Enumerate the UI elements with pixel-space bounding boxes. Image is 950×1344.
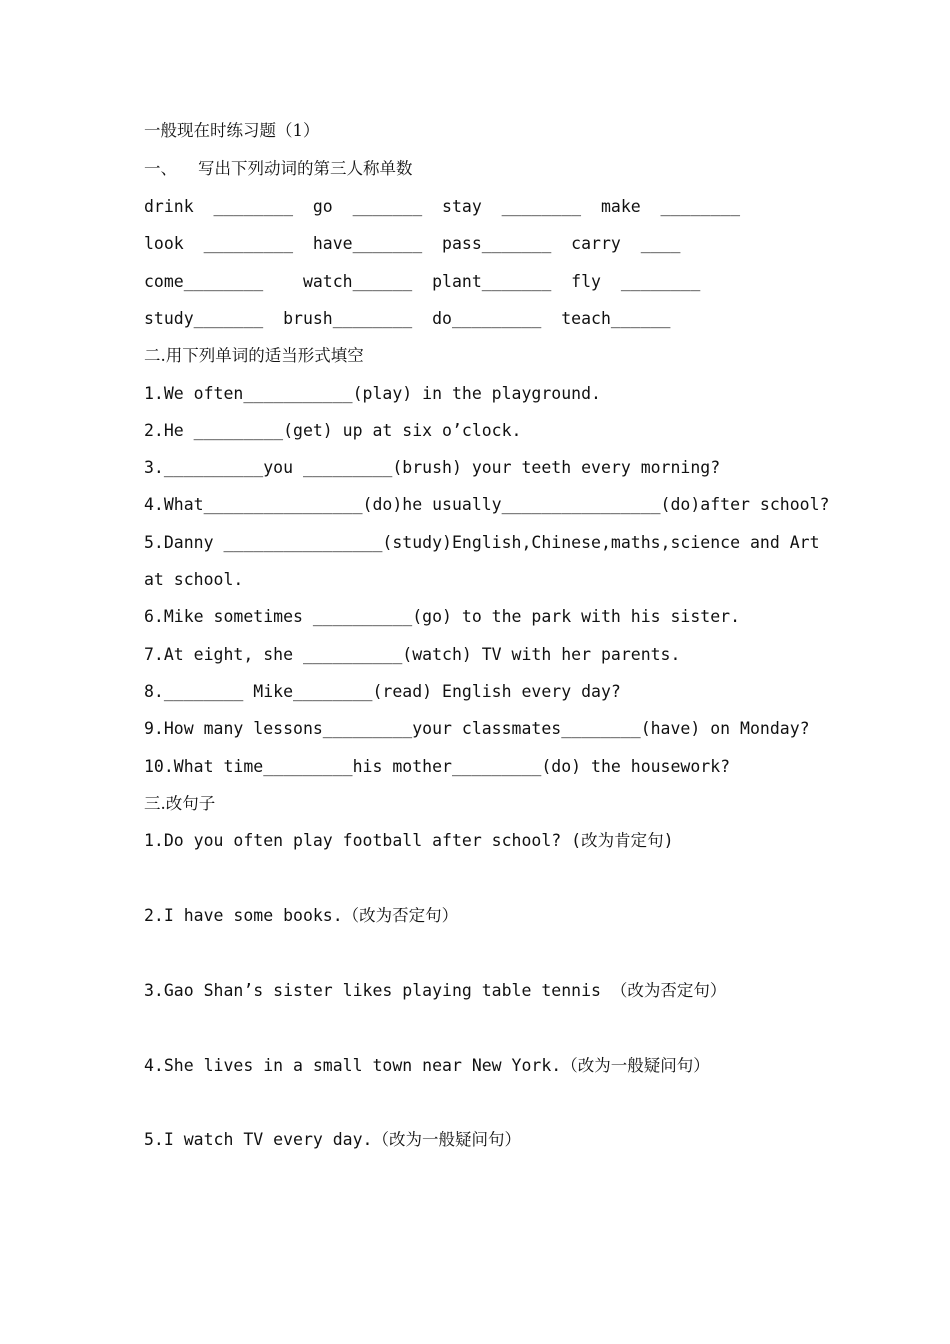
rewrite-item: 2.I have some books.（改为否定句） bbox=[144, 906, 459, 925]
verb-row: come________ watch______ plant_______ fly ________ bbox=[144, 272, 701, 291]
rewrite-item: 1.Do you often play football after school? (改为肯定句) bbox=[144, 831, 674, 850]
rewrite-item: 4.She lives in a small town near New York.（改为一般疑问句） bbox=[144, 1056, 710, 1075]
exercise-item: 1.We often___________(play) in the playground. bbox=[144, 384, 601, 403]
exercise-item: 10.What time_________his mother_________(do) the housework? bbox=[144, 757, 731, 776]
verb-row: drink ________ go _______ stay ________ make ________ bbox=[144, 197, 741, 216]
exercise-item: 6.Mike sometimes __________(go) to the park with his sister. bbox=[144, 607, 741, 626]
exercise-item: 8.________ Mike________(read) English every day? bbox=[144, 682, 621, 701]
page-title: 一般现在时练习题（1） bbox=[144, 121, 320, 140]
exercise-item: 4.What________________(do)he usually________________(do)after school? bbox=[144, 495, 830, 514]
exercise-item: 7.At eight, she __________(watch) TV with her parents. bbox=[144, 645, 681, 664]
exercise-item: 5.Danny ________________(study)English,Chinese,maths,science and Art bbox=[144, 533, 820, 552]
rewrite-item: 3.Gao Shan’s sister likes playing table tennis （改为否定句） bbox=[144, 981, 727, 1000]
exercise-item: 2.He _________(get) up at six o’clock. bbox=[144, 421, 522, 440]
verb-row: look _________ have_______ pass_______ carry ____ bbox=[144, 234, 681, 253]
section3-heading: 三.改句子 bbox=[144, 794, 216, 813]
verb-row: study_______ brush________ do_________ teach______ bbox=[144, 309, 671, 328]
section1-heading: 一、 写出下列动词的第三人称单数 bbox=[144, 159, 413, 178]
rewrite-item: 5.I watch TV every day.（改为一般疑问句） bbox=[144, 1130, 521, 1149]
section2-heading: 二.用下列单词的适当形式填空 bbox=[144, 346, 364, 365]
exercise-item: 3.__________you _________(brush) your teeth every morning? bbox=[144, 458, 721, 477]
exercise-item: 9.How many lessons_________your classmates________(have) on Monday? bbox=[144, 719, 810, 738]
exercise-item-continuation: at school. bbox=[144, 570, 244, 589]
